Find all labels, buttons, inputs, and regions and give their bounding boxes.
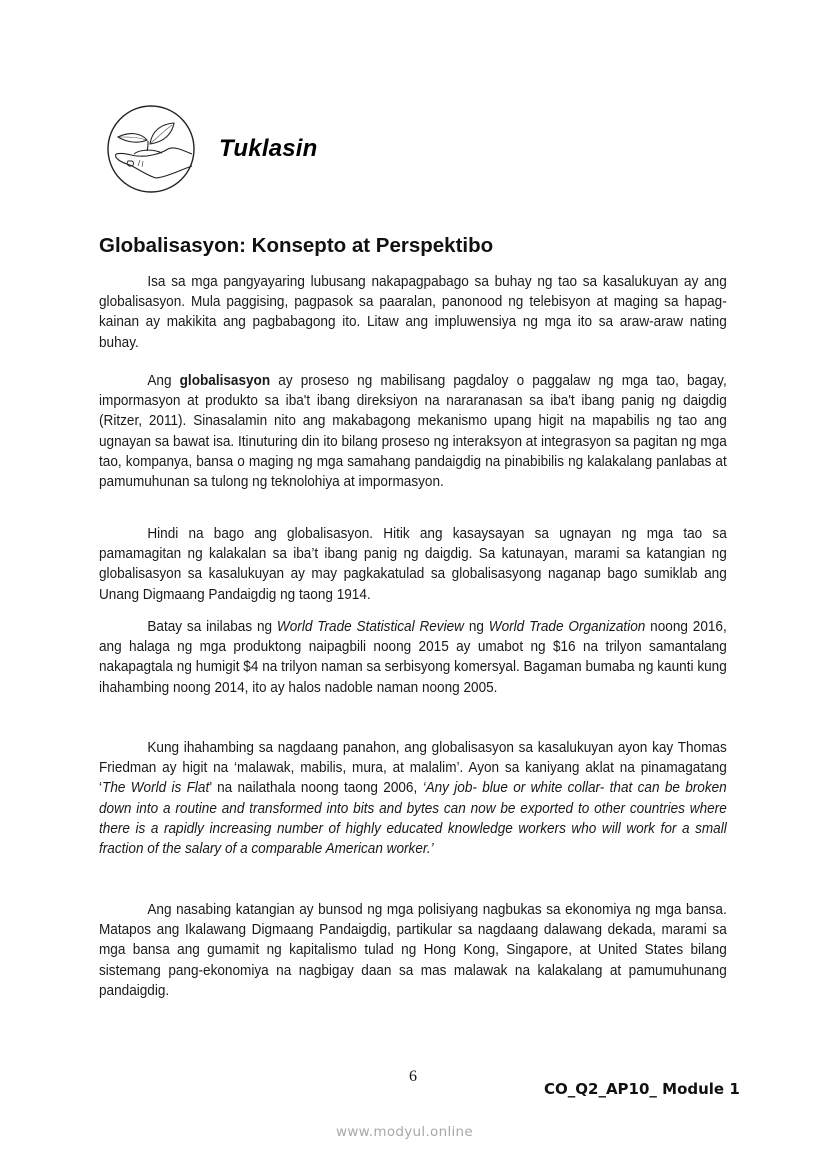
paragraph-trade-statistics (99, 617, 727, 698)
paragraph-lead: Kung ihahambing sa nagdaang panahon, ang globalisasyon sa kasalukuyan ayon kay Thomas Friedman ay higit na ‘malawak, mabilis, mura, at malalim’. Ayon sa kaniyang aklat na pinamagatang ‘ (99, 740, 727, 797)
section-title: Tuklasin (219, 135, 318, 162)
paragraph-text: noong 2016, ang halaga ng mga produktong naipagbili noong 2015 ay umabot ng $16 na trilyon samantalang nakapagtala ng humigit $4 na trilyon naman sa serbisyong komersyal. Bagaman bumaba ng kaunti kung ihahambing noong 2014, ito ay halos nadoble naman noong 2005. (99, 619, 727, 696)
watermark: www.modyul.online (336, 1124, 474, 1140)
paragraph-text: Ang nasabing katangian ay bunsod ng mga polisiyang nagbukas sa ekonomiya ng mga bansa. Matapos ang Ikalawang Digmaang Pandaigdig, partikular sa nagdaang dalawang dekada, marami sa mga bansa ang gumamit ng kapitalismo tulad ng Hong Kong, Singapore, at United States bilang sistemang pang-ekonomiya na nagbigay daan sa mas malawak na kalakalang at pamumuhunang pandaigdig. (99, 902, 727, 999)
paragraph-text: Isa sa mga pangyayaring lubusang nakapagpabago sa buhay ng tao sa kasalukuyan ay ang globalisasyon. Mula paggising, pagpasok sa paaralan, panonood ng telebisyon at maging sa hapag-kainan ay makikita ang pagbabagong ito. Litaw ang impluwensiya ng mga ito sa araw-araw nating buhay. (99, 274, 727, 351)
paragraph-connector: ng (463, 619, 489, 635)
paragraph-lead: Ang (147, 373, 180, 389)
module-code: CO_Q2_AP10_ Module 1 (544, 1080, 740, 1098)
bold-term: globalisasyon (179, 373, 271, 389)
page-title: Globalisasyon: Konsepto at Perspektibo (99, 234, 494, 257)
paragraph-lead: Batay sa inilabas ng (147, 619, 277, 635)
section-header (106, 104, 426, 194)
paragraph-policies (99, 900, 727, 1001)
page-number: 6 (409, 1068, 417, 1085)
hand-holding-seedling-icon (106, 104, 196, 194)
italic-quote: ‘Any job- blue or white collar- that can be broken down into a routine and transformed into bits and bytes can now be exported to other countries where there is a rapidly increasing number of highly educated knowledge workers who will work for a small fraction of the salary of a comparable American worker.’ (99, 780, 727, 858)
paragraph-history (99, 524, 727, 605)
italic-book-title: The World is Flat (102, 780, 210, 797)
italic-source-title: World Trade Statistical Review (276, 619, 464, 635)
paragraph-connector: ’ na nailathala noong taong 2006, (209, 780, 423, 797)
paragraph-intro (99, 272, 727, 353)
paragraph-definition (99, 371, 727, 492)
paragraph-text: ay proseso ng mabilisang pagdaloy o paggalaw ng mga tao, bagay, impormasyon at produkto sa iba't ibang direksiyon na nararanasan sa iba't ibang panig ng daigdig (Ritzer, 2011). Sinasalamin nito ang makabagong mekanismo upang higit na mapabilis ng tao ang ugnayan sa bawat isa. Itinuturing din ito bilang proseso ng interaksyon at integrasyon sa pagitan ng mga tao, kompanya, bansa o maging ng mga samahang pandaigdig na pinabibilis ng kalakalang panlabas at pamumuhunan sa tulong ng teknolohiya at impormasyon. (99, 373, 727, 491)
italic-organization-name: World Trade Organization (488, 619, 646, 635)
paragraph-friedman (99, 738, 727, 859)
paragraph-text: Hindi na bago ang globalisasyon. Hitik ang kasaysayan sa ugnayan ng mga tao sa pamamagitan ng kalakalan sa iba’t ibang panig ng daigdig. Sa katunayan, marami sa katangian ng globalisasyon sa kasalukuyan ay may pagkakatulad sa globalisasyong naganap bago sumiklab ang Unang Digmaang Pandaigdig ng taong 1914. (99, 526, 727, 603)
